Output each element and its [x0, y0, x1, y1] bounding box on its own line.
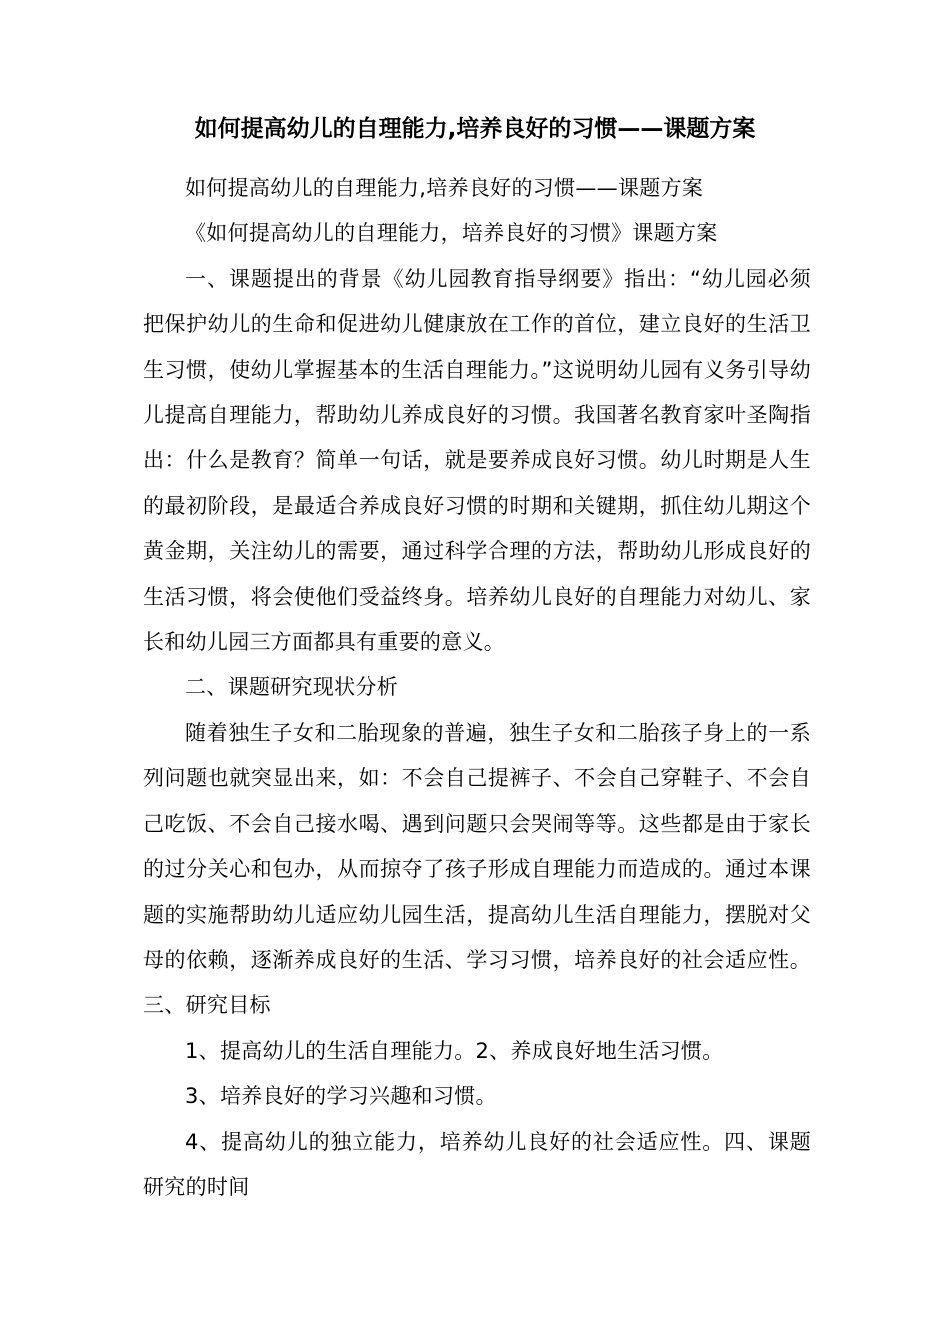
paragraph-goal-4: 4、提高幼儿的独立能力，培养幼儿良好的社会适应性。四、课题研究的时间 — [143, 1129, 811, 1199]
paragraph-goal-1-2: 1、提高幼儿的生活自理能力。2、养成良好地生活习惯。 — [185, 1038, 724, 1063]
paragraph-background: 一、课题提出的背景《幼儿园教育指导纲要》指出：“幼儿园必须把保护幼儿的生命和促进幼儿健康放在工作的首位，建立良好的生活卫生习惯，使幼儿掌握基本的生活自理能力。”这说明幼儿园有义务引导幼儿提高自理能力，帮助幼儿养成良好的习惯。我国著名教育家叶圣陶指出：什么是教育？简单一句话，就是要养成良好习惯。幼儿时期是人生的最初阶段，是最适合养成良好习惯的时期和关键期，抓住幼儿期这个黄金期，关注幼儿的需要，通过科学合理的方法，帮助幼儿形成良好的生活习惯，将会使他们受益终身。培养幼儿良好的自理能力对幼儿、家长和幼儿园三方面都具有重要的意义。 — [143, 266, 811, 655]
document-title: 如何提高幼儿的自理能力,培养良好的习惯——课题方案 — [194, 116, 756, 142]
document-body — [143, 166, 811, 1210]
subtitle-line: 如何提高幼儿的自理能力,培养良好的习惯——课题方案 — [185, 176, 704, 200]
paragraph-project-name: 《如何提高幼儿的自理能力，培养良好的习惯》课题方案 — [185, 221, 718, 246]
paragraph-section-2-heading: 二、课题研究现状分析 — [185, 675, 398, 700]
paragraph-goal-3: 3、培养良好的学习兴趣和习惯。 — [185, 1084, 497, 1109]
paragraph-status-analysis: 随着独生子女和二胎现象的普遍，独生子女和二胎孩子身上的一系列问题也就突显出来，如：不会自己提裤子、不会自己穿鞋子、不会自己吃饭、不会自己接水喝、遇到问题只会哭闹等等。这些都是由于家长的过分关心和包办，从而掠夺了孩子形成自理能力而造成的。通过本课题的实施帮助幼儿适应幼儿园生活，提高幼儿生活自理能力，摆脱对父母的依赖，逐渐养成良好的生活、学习习惯，培养良好的社会适应性。三、研究目标 — [143, 720, 811, 1018]
